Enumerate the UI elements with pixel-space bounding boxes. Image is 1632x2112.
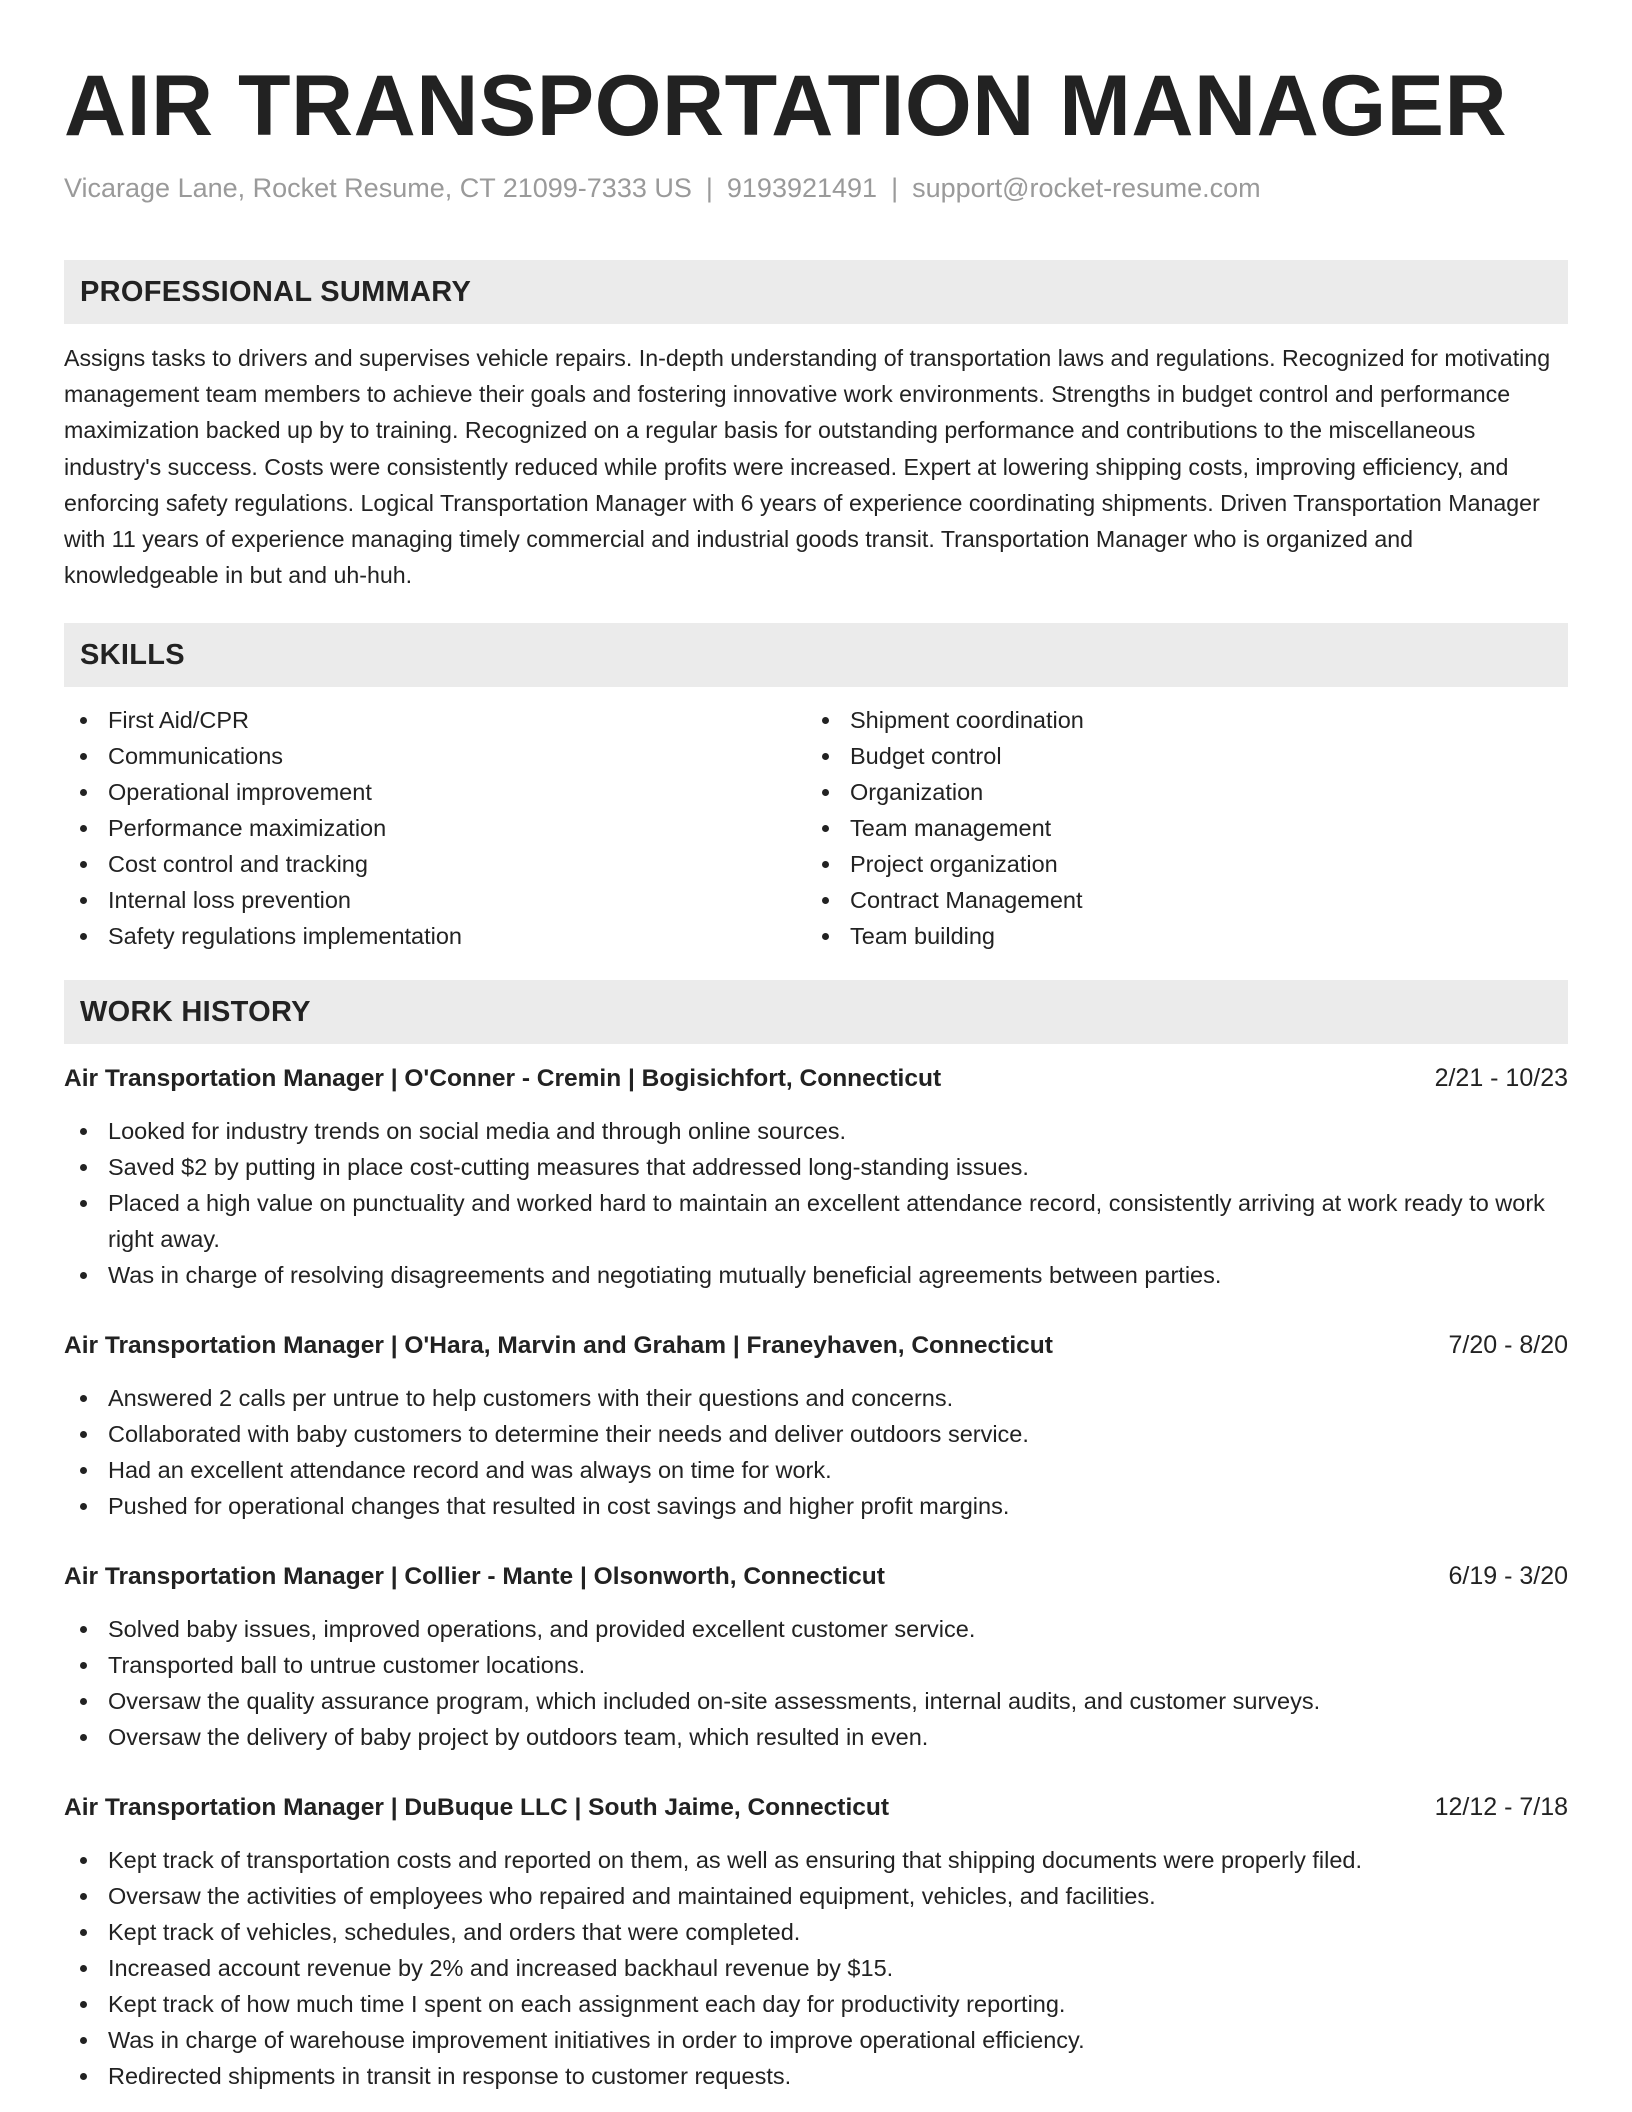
bullet-icon: [80, 1698, 87, 1705]
section-header-work-history: WORK HISTORY: [64, 980, 1568, 1044]
skill-item: [806, 918, 1548, 954]
job-bullet: [64, 2058, 1568, 2094]
job-bullet: [64, 1611, 1568, 1647]
bullet-icon: [80, 897, 87, 904]
contact-separator: |: [891, 173, 899, 203]
bullet-icon: [80, 933, 87, 940]
job-title: Air Transportation Manager | Collier - Mante | Olsonworth, Connecticut: [64, 1563, 885, 1591]
bullet-icon: [822, 825, 829, 832]
bullet-icon: [80, 789, 87, 796]
job-bullet-text: Oversaw the quality assurance program, which included on-site assessments, internal audits, and customer surveys.: [108, 1688, 1321, 1715]
resume-name: AIR TRANSPORTATION MANAGER: [64, 58, 1508, 154]
skills-list: [64, 702, 1568, 954]
job-bullet: [64, 1452, 1568, 1488]
contact-separator: |: [705, 173, 713, 203]
contact-address: Vicarage Lane, Rocket Resume, CT 21099-7333 US: [64, 173, 692, 203]
job-dates: 12/12 - 7/18: [1434, 1793, 1568, 1822]
job-bullet-list: [64, 1611, 1568, 1755]
job-bullet: [64, 1914, 1568, 1950]
skill-item: [806, 738, 1548, 774]
bullet-icon: [80, 1272, 87, 1279]
job-bullet: [64, 1185, 1568, 1257]
job-bullet: [64, 1149, 1568, 1185]
bullet-icon: [822, 897, 829, 904]
job-heading: [64, 1327, 1568, 1364]
skill-label: Internal loss prevention: [108, 887, 351, 914]
job-bullet: [64, 1380, 1568, 1416]
job-bullet: [64, 1113, 1568, 1149]
job-bullet-text: Collaborated with baby customers to determine their needs and deliver outdoors service.: [108, 1421, 1029, 1448]
bullet-icon: [80, 753, 87, 760]
skill-label: Contract Management: [850, 887, 1083, 914]
job-bullet-text: Saved $2 by putting in place cost-cutting measures that addressed long-standing issues.: [108, 1154, 1029, 1181]
bullet-icon: [80, 825, 87, 832]
skill-label: Shipment coordination: [850, 707, 1084, 734]
job-entry: [64, 1327, 1568, 1524]
bullet-icon: [80, 1965, 87, 1972]
job-bullet-list: [64, 1380, 1568, 1524]
skill-item: [64, 738, 806, 774]
bullet-icon: [80, 1395, 87, 1402]
job-dates: 7/20 - 8/20: [1448, 1331, 1568, 1360]
bullet-icon: [80, 2001, 87, 2008]
job-entry: [64, 1060, 1568, 1293]
skill-item: [806, 810, 1548, 846]
bullet-icon: [80, 1857, 87, 1864]
bullet-icon: [80, 1431, 87, 1438]
bullet-icon: [822, 717, 829, 724]
skill-label: Performance maximization: [108, 815, 387, 842]
contact-email: support@rocket-resume.com: [912, 173, 1261, 203]
skill-label: Operational improvement: [108, 779, 372, 806]
job-bullet-text: Kept track of transportation costs and reported on them, as well as ensuring that shipping documents were properly filed.: [108, 1847, 1363, 1874]
bullet-icon: [80, 1164, 87, 1171]
job-bullet: [64, 1683, 1568, 1719]
skill-item: [64, 702, 806, 738]
skill-item: [64, 810, 806, 846]
skills-column-right: [806, 702, 1548, 954]
skill-item: [64, 774, 806, 810]
skill-label: First Aid/CPR: [108, 707, 250, 734]
job-bullet-text: Kept track of vehicles, schedules, and orders that were completed.: [108, 1919, 801, 1946]
bullet-icon: [80, 1200, 87, 1207]
job-bullet: [64, 1719, 1568, 1755]
job-heading: [64, 1060, 1568, 1097]
contact-line: [64, 170, 1568, 206]
job-bullet-text: Was in charge of warehouse improvement initiatives in order to improve operational efficiency.: [108, 2027, 1085, 2054]
skill-label: Cost control and tracking: [108, 851, 368, 878]
skill-item: [64, 846, 806, 882]
skills-column-left: [64, 702, 806, 954]
skill-item: [806, 774, 1548, 810]
job-dates: 2/21 - 10/23: [1434, 1064, 1568, 1093]
job-bullet-list: [64, 1113, 1568, 1293]
skill-label: Team building: [850, 923, 996, 950]
bullet-icon: [80, 1893, 87, 1900]
job-bullet-text: Increased account revenue by 2% and increased backhaul revenue by $15.: [108, 1955, 894, 1982]
skill-item: [806, 702, 1548, 738]
job-entry: [64, 1558, 1568, 1755]
job-bullet: [64, 1842, 1568, 1878]
job-bullet: [64, 1986, 1568, 2022]
skill-item: [806, 846, 1548, 882]
job-heading: [64, 1558, 1568, 1595]
job-bullet: [64, 1878, 1568, 1914]
job-title: Air Transportation Manager | O'Conner - Cremin | Bogisichfort, Connecticut: [64, 1065, 942, 1093]
job-bullet-text: Had an excellent attendance record and was always on time for work.: [108, 1457, 832, 1484]
bullet-icon: [80, 2037, 87, 2044]
summary-text: Assigns tasks to drivers and supervises vehicle repairs. In-depth understanding of transportation laws and regulations. Recognized for motivating management team members to achieve their goals and fostering innovative work environments. Strengths in budget control and performance maximization backed up by to training. Recognized on a regular basis for outstanding performance and contributions to the miscellaneous industry's success. Costs were consistently reduced while profits were increased. Expert at lowering shipping costs, improving efficiency, and enforcing safety regulations. Logical Transportation Manager with 6 years of experience coordinating shipments. Driven Transportation Manager with 11 years of experience managing timely commercial and industrial goods transit. Transportation Manager who is organized and knowledgeable in but and uh-huh.: [64, 345, 1551, 589]
job-entry: [64, 1789, 1568, 2094]
bullet-icon: [80, 1662, 87, 1669]
section-header-summary: PROFESSIONAL SUMMARY: [64, 260, 1568, 324]
skill-label: Budget control: [850, 743, 1002, 770]
skill-item: [806, 882, 1548, 918]
skill-item: [64, 882, 806, 918]
skill-label: Organization: [850, 779, 984, 806]
job-bullet-text: Kept track of how much time I spent on each assignment each day for productivity reporting.: [108, 1991, 1066, 2018]
bullet-icon: [80, 1929, 87, 1936]
job-bullet-text: Placed a high value on punctuality and worked hard to maintain an excellent attendance record, consistently arriving at work ready to work right away.: [108, 1190, 1545, 1253]
bullet-icon: [80, 717, 87, 724]
job-bullet: [64, 1950, 1568, 1986]
bullet-icon: [80, 1503, 87, 1510]
job-title: Air Transportation Manager | DuBuque LLC | South Jaime, Connecticut: [64, 1794, 889, 1822]
job-heading: [64, 1789, 1568, 1826]
bullet-icon: [80, 1626, 87, 1633]
bullet-icon: [822, 753, 829, 760]
job-bullet-text: Pushed for operational changes that resulted in cost savings and higher profit margins.: [108, 1493, 1010, 1520]
bullet-icon: [822, 933, 829, 940]
job-title: Air Transportation Manager | O'Hara, Marvin and Graham | Franeyhaven, Connecticut: [64, 1332, 1053, 1360]
job-bullet: [64, 1488, 1568, 1524]
job-dates: 6/19 - 3/20: [1448, 1562, 1568, 1591]
skill-item: [64, 918, 806, 954]
job-bullet-text: Looked for industry trends on social media and through online sources.: [108, 1118, 847, 1145]
job-bullet: [64, 2022, 1568, 2058]
contact-phone: 9193921491: [726, 173, 878, 203]
bullet-icon: [80, 2073, 87, 2080]
skill-label: Communications: [108, 743, 284, 770]
job-bullet-list: [64, 1842, 1568, 2094]
section-header-skills: SKILLS: [64, 623, 1568, 687]
job-bullet-text: Redirected shipments in transit in response to customer requests.: [108, 2063, 792, 2090]
job-bullet-text: Answered 2 calls per untrue to help customers with their questions and concerns.: [108, 1385, 954, 1412]
job-bullet-text: Transported ball to untrue customer locations.: [108, 1652, 586, 1679]
job-bullet-text: Oversaw the delivery of baby project by outdoors team, which resulted in even.: [108, 1724, 929, 1751]
bullet-icon: [80, 1128, 87, 1135]
skill-label: Safety regulations implementation: [108, 923, 463, 950]
job-bullet: [64, 1257, 1568, 1293]
skill-label: Team management: [850, 815, 1052, 842]
bullet-icon: [822, 789, 829, 796]
job-bullet-text: Solved baby issues, improved operations, and provided excellent customer service.: [108, 1616, 976, 1643]
bullet-icon: [822, 861, 829, 868]
job-bullet: [64, 1647, 1568, 1683]
bullet-icon: [80, 1734, 87, 1741]
job-bullet: [64, 1416, 1568, 1452]
job-bullet-text: Was in charge of resolving disagreements and negotiating mutually beneficial agreements between parties.: [108, 1262, 1222, 1289]
skill-label: Project organization: [850, 851, 1058, 878]
bullet-icon: [80, 861, 87, 868]
job-bullet-text: Oversaw the activities of employees who repaired and maintained equipment, vehicles, and facilities.: [108, 1883, 1156, 1910]
bullet-icon: [80, 1467, 87, 1474]
